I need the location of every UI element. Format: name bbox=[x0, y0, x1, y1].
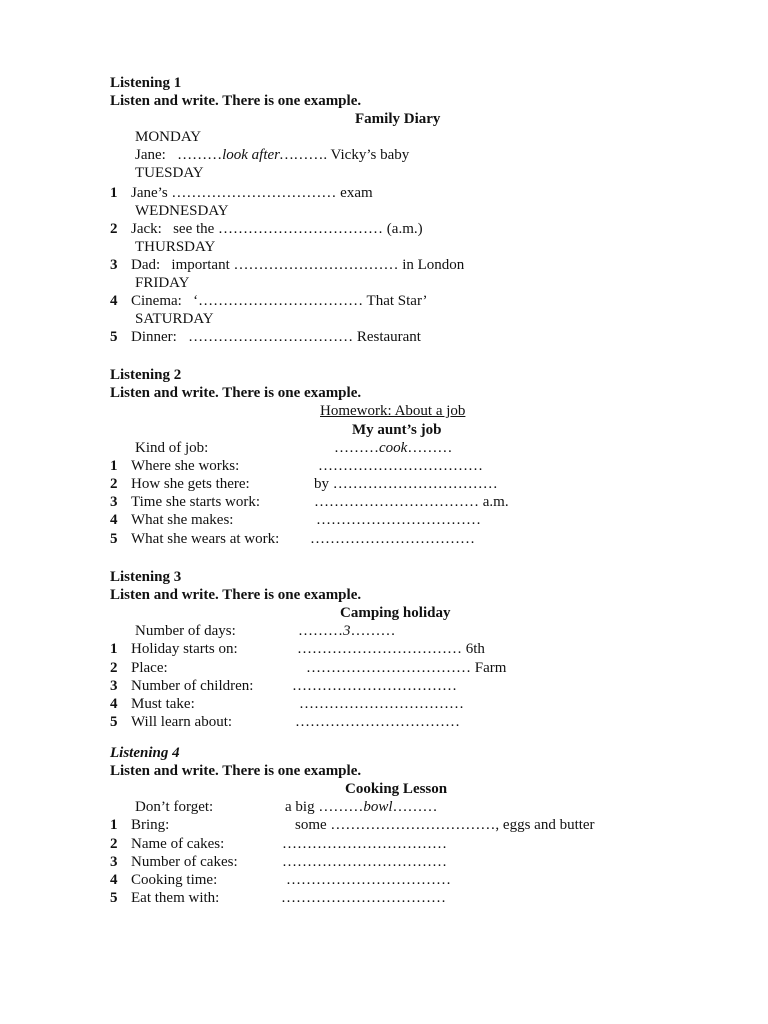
example-label: Don’t forget: bbox=[135, 799, 214, 815]
answer-blank: …………………………… bbox=[282, 854, 447, 870]
listening-1-instruction: Listen and write. There is one example. bbox=[110, 93, 362, 109]
day-thursday: THURSDAY bbox=[135, 239, 216, 255]
family-diary-title: Family Diary bbox=[355, 111, 441, 127]
example-line bbox=[285, 798, 438, 816]
example-line bbox=[298, 622, 396, 640]
question-label: Where she works: bbox=[131, 458, 240, 474]
day-tuesday: TUESDAY bbox=[135, 165, 204, 181]
example-suffix: ……… bbox=[350, 623, 396, 639]
question-4: Cinema: ‘…………………………… That Star’ bbox=[131, 293, 428, 309]
answer-blank: …………………………… bbox=[286, 872, 451, 888]
example-prefix: a big ……… bbox=[285, 799, 364, 815]
question-number: 4 bbox=[110, 872, 118, 888]
example-suffix: ……… bbox=[407, 440, 453, 456]
cooking-lesson-title: Cooking Lesson bbox=[345, 781, 448, 797]
question-label: Cooking time: bbox=[131, 872, 218, 888]
question-number: 5 bbox=[110, 329, 118, 345]
example-label: Kind of job: bbox=[135, 440, 209, 456]
question-label: Will learn about: bbox=[131, 714, 233, 730]
aunts-job-title: My aunt’s job bbox=[352, 422, 442, 438]
day-saturday: SATURDAY bbox=[135, 311, 214, 327]
example-prefix: ……… bbox=[334, 440, 379, 456]
answer-blank: …………………………… Farm bbox=[306, 660, 507, 676]
listening-2-heading: Listening 2 bbox=[110, 367, 182, 383]
example-answer: 3 bbox=[343, 623, 351, 639]
answer-blank: …………………………… bbox=[292, 678, 457, 694]
question-label: Bring: bbox=[131, 817, 170, 833]
question-label: What she wears at work: bbox=[131, 531, 280, 547]
question-3: Dad: important …………………………… in London bbox=[131, 257, 465, 273]
question-number: 1 bbox=[110, 185, 118, 201]
answer-blank: …………………………… bbox=[295, 714, 460, 730]
question-label: What she makes: bbox=[131, 512, 234, 528]
answer-blank: …………………………… 6th bbox=[297, 641, 485, 657]
question-label: Number of children: bbox=[131, 678, 254, 694]
question-number: 3 bbox=[110, 678, 118, 694]
answer-blank: …………………………… bbox=[281, 890, 446, 906]
example-answer: bowl bbox=[363, 799, 393, 815]
question-number: 1 bbox=[110, 641, 118, 657]
question-number: 3 bbox=[110, 854, 118, 870]
question-number: 4 bbox=[110, 512, 118, 528]
question-number: 2 bbox=[110, 836, 118, 852]
question-label: Eat them with: bbox=[131, 890, 220, 906]
answer-blank: …………………………… bbox=[299, 696, 464, 712]
day-monday: MONDAY bbox=[135, 129, 202, 145]
question-number: 5 bbox=[110, 714, 118, 730]
question-label: Place: bbox=[131, 660, 168, 676]
example-suffix: ……. Vicky’s baby bbox=[293, 147, 410, 163]
question-number: 2 bbox=[110, 476, 118, 492]
answer-blank: …………………………… bbox=[282, 836, 447, 852]
day-wednesday: WEDNESDAY bbox=[135, 203, 229, 219]
answer-blank: some ……………………………, eggs and butter bbox=[295, 817, 595, 833]
homework-subtitle: Homework: About a job bbox=[320, 403, 466, 419]
question-number: 1 bbox=[110, 458, 118, 474]
example-answer: cook bbox=[379, 440, 408, 456]
question-number: 4 bbox=[110, 696, 118, 712]
answer-blank: …………………………… bbox=[318, 458, 483, 474]
example-line bbox=[334, 439, 452, 457]
question-label: Number of cakes: bbox=[131, 854, 238, 870]
example-line bbox=[135, 146, 409, 164]
question-label: Holiday starts on: bbox=[131, 641, 238, 657]
question-label: Name of cakes: bbox=[131, 836, 225, 852]
example-prefix: Jane: ……… bbox=[135, 147, 223, 163]
listening-4-heading: Listening 4 bbox=[110, 745, 180, 761]
question-number: 4 bbox=[110, 293, 118, 309]
example-prefix: ……… bbox=[298, 623, 343, 639]
example-answer: look after… bbox=[222, 147, 294, 163]
answer-blank: …………………………… bbox=[310, 531, 475, 547]
listening-1-heading: Listening 1 bbox=[110, 75, 182, 91]
question-2: Jack: see the …………………………… (a.m.) bbox=[131, 221, 423, 237]
example-label: Number of days: bbox=[135, 623, 236, 639]
question-label: How she gets there: bbox=[131, 476, 250, 492]
camping-holiday-title: Camping holiday bbox=[340, 605, 451, 621]
question-number: 5 bbox=[110, 890, 118, 906]
question-number: 2 bbox=[110, 221, 118, 237]
question-label: Must take: bbox=[131, 696, 195, 712]
answer-blank: by …………………………… bbox=[314, 476, 498, 492]
listening-3-instruction: Listen and write. There is one example. bbox=[110, 587, 362, 603]
question-number: 3 bbox=[110, 494, 118, 510]
question-5: Dinner: …………………………… Restaurant bbox=[131, 329, 421, 345]
day-friday: FRIDAY bbox=[135, 275, 190, 291]
answer-blank: …………………………… bbox=[316, 512, 481, 528]
question-1: Jane’s …………………………… exam bbox=[131, 185, 373, 201]
example-suffix: ……… bbox=[392, 799, 438, 815]
question-number: 5 bbox=[110, 531, 118, 547]
question-number: 1 bbox=[110, 817, 118, 833]
question-number: 3 bbox=[110, 257, 118, 273]
question-number: 2 bbox=[110, 660, 118, 676]
listening-3-heading: Listening 3 bbox=[110, 569, 182, 585]
answer-blank: …………………………… a.m. bbox=[314, 494, 509, 510]
question-label: Time she starts work: bbox=[131, 494, 261, 510]
listening-4-instruction: Listen and write. There is one example. bbox=[110, 763, 362, 779]
listening-2-instruction: Listen and write. There is one example. bbox=[110, 385, 362, 401]
